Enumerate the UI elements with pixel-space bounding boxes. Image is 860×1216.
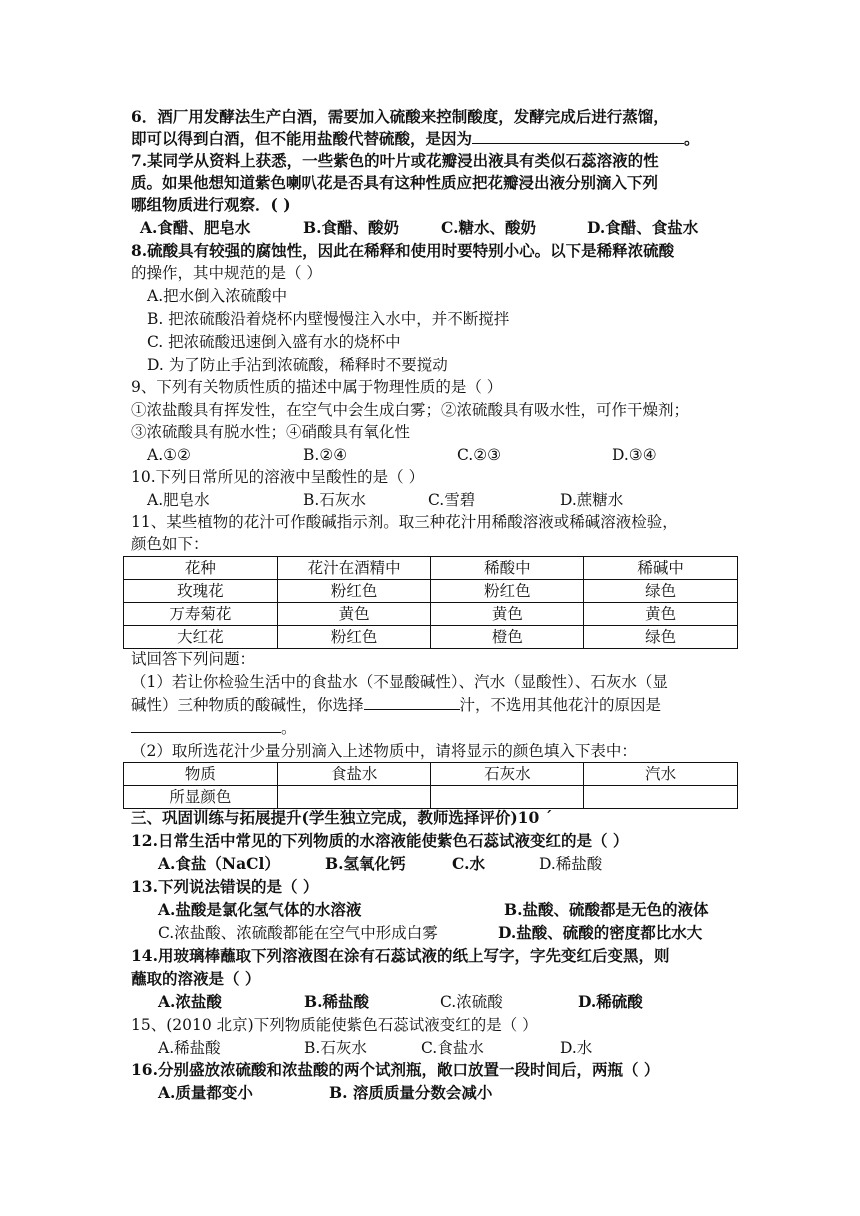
- table-cell: 绿色: [584, 580, 738, 603]
- q13-option-a: A.盐酸是氯化氢气体的水溶液: [158, 900, 362, 919]
- q11-sub1-line2: [131, 694, 661, 716]
- table-row: [124, 626, 738, 649]
- q13-option-c: C.浓盐酸、浓硫酸都能在空气中形成白雾: [158, 924, 438, 942]
- table-cell: 大红花: [124, 626, 278, 649]
- q16-option-b: B. 溶质质量分数会减小: [329, 1083, 493, 1102]
- section3-heading: 三、巩固训练与拓展提升(学生独立完成，教师选择评价)10 ´: [131, 808, 553, 827]
- q11-reason-blank: [131, 717, 281, 733]
- answer-cell[interactable]: [277, 786, 431, 809]
- q9-option-c: C.②③: [457, 446, 502, 464]
- q14-line1: 14.用玻璃棒蘸取下列溶液图在涂有石蕊试液的纸上写字，字先变红后变黑，则: [131, 946, 670, 965]
- q10-option-c: C.雪碧: [428, 491, 476, 509]
- q11-sub1-line3: [131, 717, 297, 739]
- table-cell: 粉红色: [431, 580, 584, 603]
- q11-sub1-line1: （1）若让你检验生活中的食盐水（不显酸碱性）、汽水（显酸性）、石灰水（显: [131, 673, 668, 691]
- table-cell: 黄色: [584, 603, 738, 626]
- q12-options: [158, 853, 602, 875]
- q15-option-c: C.食盐水: [421, 1039, 484, 1057]
- q14-option-c: C.浓硫酸: [440, 993, 503, 1011]
- q7-line3: 哪组物质进行观察．( ): [131, 195, 291, 214]
- q8-text: 8.硫酸具有较强的腐蚀性，因此在稀释和使用时要特别小心。以下是稀释浓硫酸: [131, 241, 675, 260]
- q13-line1: 13.下列说法错误的是（ ）: [131, 877, 319, 896]
- q10-option-d: D.蔗糖水: [560, 491, 624, 509]
- q15-option-d: D.水: [560, 1039, 593, 1057]
- table-cell: 黄色: [277, 603, 431, 626]
- q14-options: [158, 991, 643, 1013]
- q14-option-d: D.稀硫酸: [578, 992, 643, 1011]
- q6-line1: 6．酒厂用发酵法生产白酒，需要加入硫酸来控制酸度，发酵完成后进行蒸馏，: [131, 107, 669, 126]
- q11-prompt: 试回答下列问题：: [131, 650, 256, 668]
- q7-option-a: A.食醋、肥皂水: [140, 218, 251, 237]
- q11-sub1-text-b: 汁，不选用其他花汁的原因是: [459, 696, 662, 714]
- q15-line1: 15、(2010 北京)下列物质能使紫色石蕊试液变红的是（ ）: [131, 1016, 538, 1034]
- q9-option-a: A.①②: [147, 446, 191, 464]
- table-header: 物质: [124, 763, 278, 786]
- table-header: 汽水: [584, 763, 738, 786]
- q16-line1: 16.分别盛放浓硫酸和浓盐酸的两个试剂瓶，敞口放置一段时间后，两瓶（ ）: [131, 1060, 660, 1079]
- q6-text: 即可以得到白酒，但不能用盐酸代替硫酸，是因为: [131, 129, 473, 148]
- q11-flower-blank: [364, 694, 460, 710]
- q7-option-d: D.食醋、食盐水: [587, 218, 699, 237]
- table-cell: 橙色: [431, 626, 584, 649]
- q11-sub2-line: （2）取所选花汁少量分别滴入上述物质中，请将显示的颜色填入下表中：: [131, 742, 637, 760]
- table-header-row: [124, 557, 738, 580]
- q9-option-b: B.②④: [303, 446, 348, 464]
- table-header: 食盐水: [277, 763, 431, 786]
- table-cell: 黄色: [431, 603, 584, 626]
- q11-line1: 11、某些植物的花汁可作酸碱指示剂。取三种花汁用稀酸溶液或稀碱溶液检验，: [131, 513, 678, 531]
- table-cell: 绿色: [584, 626, 738, 649]
- q10-line1: 10.下列日常所见的溶液中呈酸性的是（ ）: [131, 468, 425, 486]
- q16-option-a: A.质量都变小: [158, 1083, 253, 1102]
- q11-sub1-end: 。: [281, 719, 297, 737]
- q6-line2: [131, 128, 700, 150]
- q11-sub1-text-a: 碱性）三种物质的酸碱性，你选择: [131, 696, 364, 714]
- color-answer-table: [123, 762, 738, 809]
- q12-option-b: B.氢氧化钙: [325, 854, 406, 873]
- table-cell: 粉红色: [277, 626, 431, 649]
- q11-line2: 颜色如下：: [131, 535, 209, 553]
- q7-line1: 7.某同学从资料上获悉，一些紫色的叶片或花瓣浸出液具有类似石蕊溶液的性: [131, 151, 659, 170]
- q9-line1: 9、下列有关物质性质的描述中属于物理性质的是（ ）: [131, 378, 503, 396]
- q8-option-d: D. 为了防止手沾到浓硫酸，稀释时不要搅动: [147, 356, 448, 374]
- q13-option-b: B.盐酸、硫酸都是无色的液体: [504, 900, 709, 919]
- table-cell: 所显颜色: [124, 786, 278, 809]
- q9-option-d: D.③④: [612, 446, 657, 464]
- table-row: [124, 603, 738, 626]
- q14-line2: 蘸取的溶液是（ ）: [131, 969, 261, 988]
- q16-options: [158, 1082, 492, 1104]
- answer-cell[interactable]: [431, 786, 584, 809]
- q12-option-c: C.水: [452, 854, 485, 873]
- table-header: 花种: [124, 557, 278, 580]
- table-row: [124, 786, 738, 809]
- table-header: 石灰水: [431, 763, 584, 786]
- table-row: [124, 580, 738, 603]
- q10-option-a: A.肥皂水: [147, 491, 210, 509]
- q7-line2: 质。如果他想知道紫色喇叭花是否具有这种性质应把花瓣浸出液分别滴入下列: [131, 173, 659, 192]
- q8-line1: [131, 240, 674, 262]
- q7-option-c: C.糖水、酸奶: [441, 218, 536, 237]
- q15-option-a: A.稀盐酸: [158, 1039, 221, 1057]
- q7-options: [140, 217, 698, 239]
- q6-end: 。: [684, 129, 700, 148]
- answer-cell[interactable]: [584, 786, 738, 809]
- table-header: 花汁在酒精中: [277, 557, 431, 580]
- q14-option-a: A.浓盐酸: [158, 992, 222, 1011]
- table-cell: 万寿菊花: [124, 603, 278, 626]
- q10-option-b: B.石灰水: [303, 491, 366, 509]
- table-cell: 粉红色: [277, 580, 431, 603]
- q12-option-a: A.食盐（NaCl）: [158, 854, 280, 873]
- q6-answer-blank: [472, 128, 684, 144]
- table-cell: 玫瑰花: [124, 580, 278, 603]
- q15-options: [158, 1037, 592, 1059]
- q8-option-b: B. 把浓硫酸沿着烧杯内壁慢慢注入水中，并不断搅拌: [147, 310, 510, 328]
- q9-options: [147, 444, 657, 466]
- q9-line2: ①浓盐酸具有挥发性，在空气中会生成白雾；②浓硫酸具有吸水性，可作干燥剂；: [131, 401, 690, 419]
- q8-option-c: C. 把浓硫酸迅速倒入盛有水的烧杯中: [147, 333, 401, 351]
- q10-options: [147, 489, 623, 511]
- flower-indicator-table: [123, 556, 738, 649]
- table-header-row: [124, 763, 738, 786]
- q8-line2: 的操作，其中规范的是（ ）: [131, 264, 322, 282]
- q12-line1: 12.日常生活中常见的下列物质的水溶液能使紫色石蕊试液变红的是（ ）: [131, 831, 629, 850]
- q12-option-d: D.稀盐酸: [539, 855, 603, 873]
- q9-line3: ③浓硫酸具有脱水性；④硝酸具有氧化性: [131, 423, 411, 441]
- q15-option-b: B.石灰水: [304, 1039, 367, 1057]
- q8-option-a: A.把水倒入浓硫酸中: [147, 287, 288, 305]
- q13-option-d: D.盐酸、硫酸的密度都比水大: [498, 923, 703, 942]
- table-header: 稀碱中: [584, 557, 738, 580]
- table-header: 稀酸中: [431, 557, 584, 580]
- q7-option-b: B.食醋、酸奶: [303, 218, 399, 237]
- q14-option-b: B.稀盐酸: [304, 992, 369, 1011]
